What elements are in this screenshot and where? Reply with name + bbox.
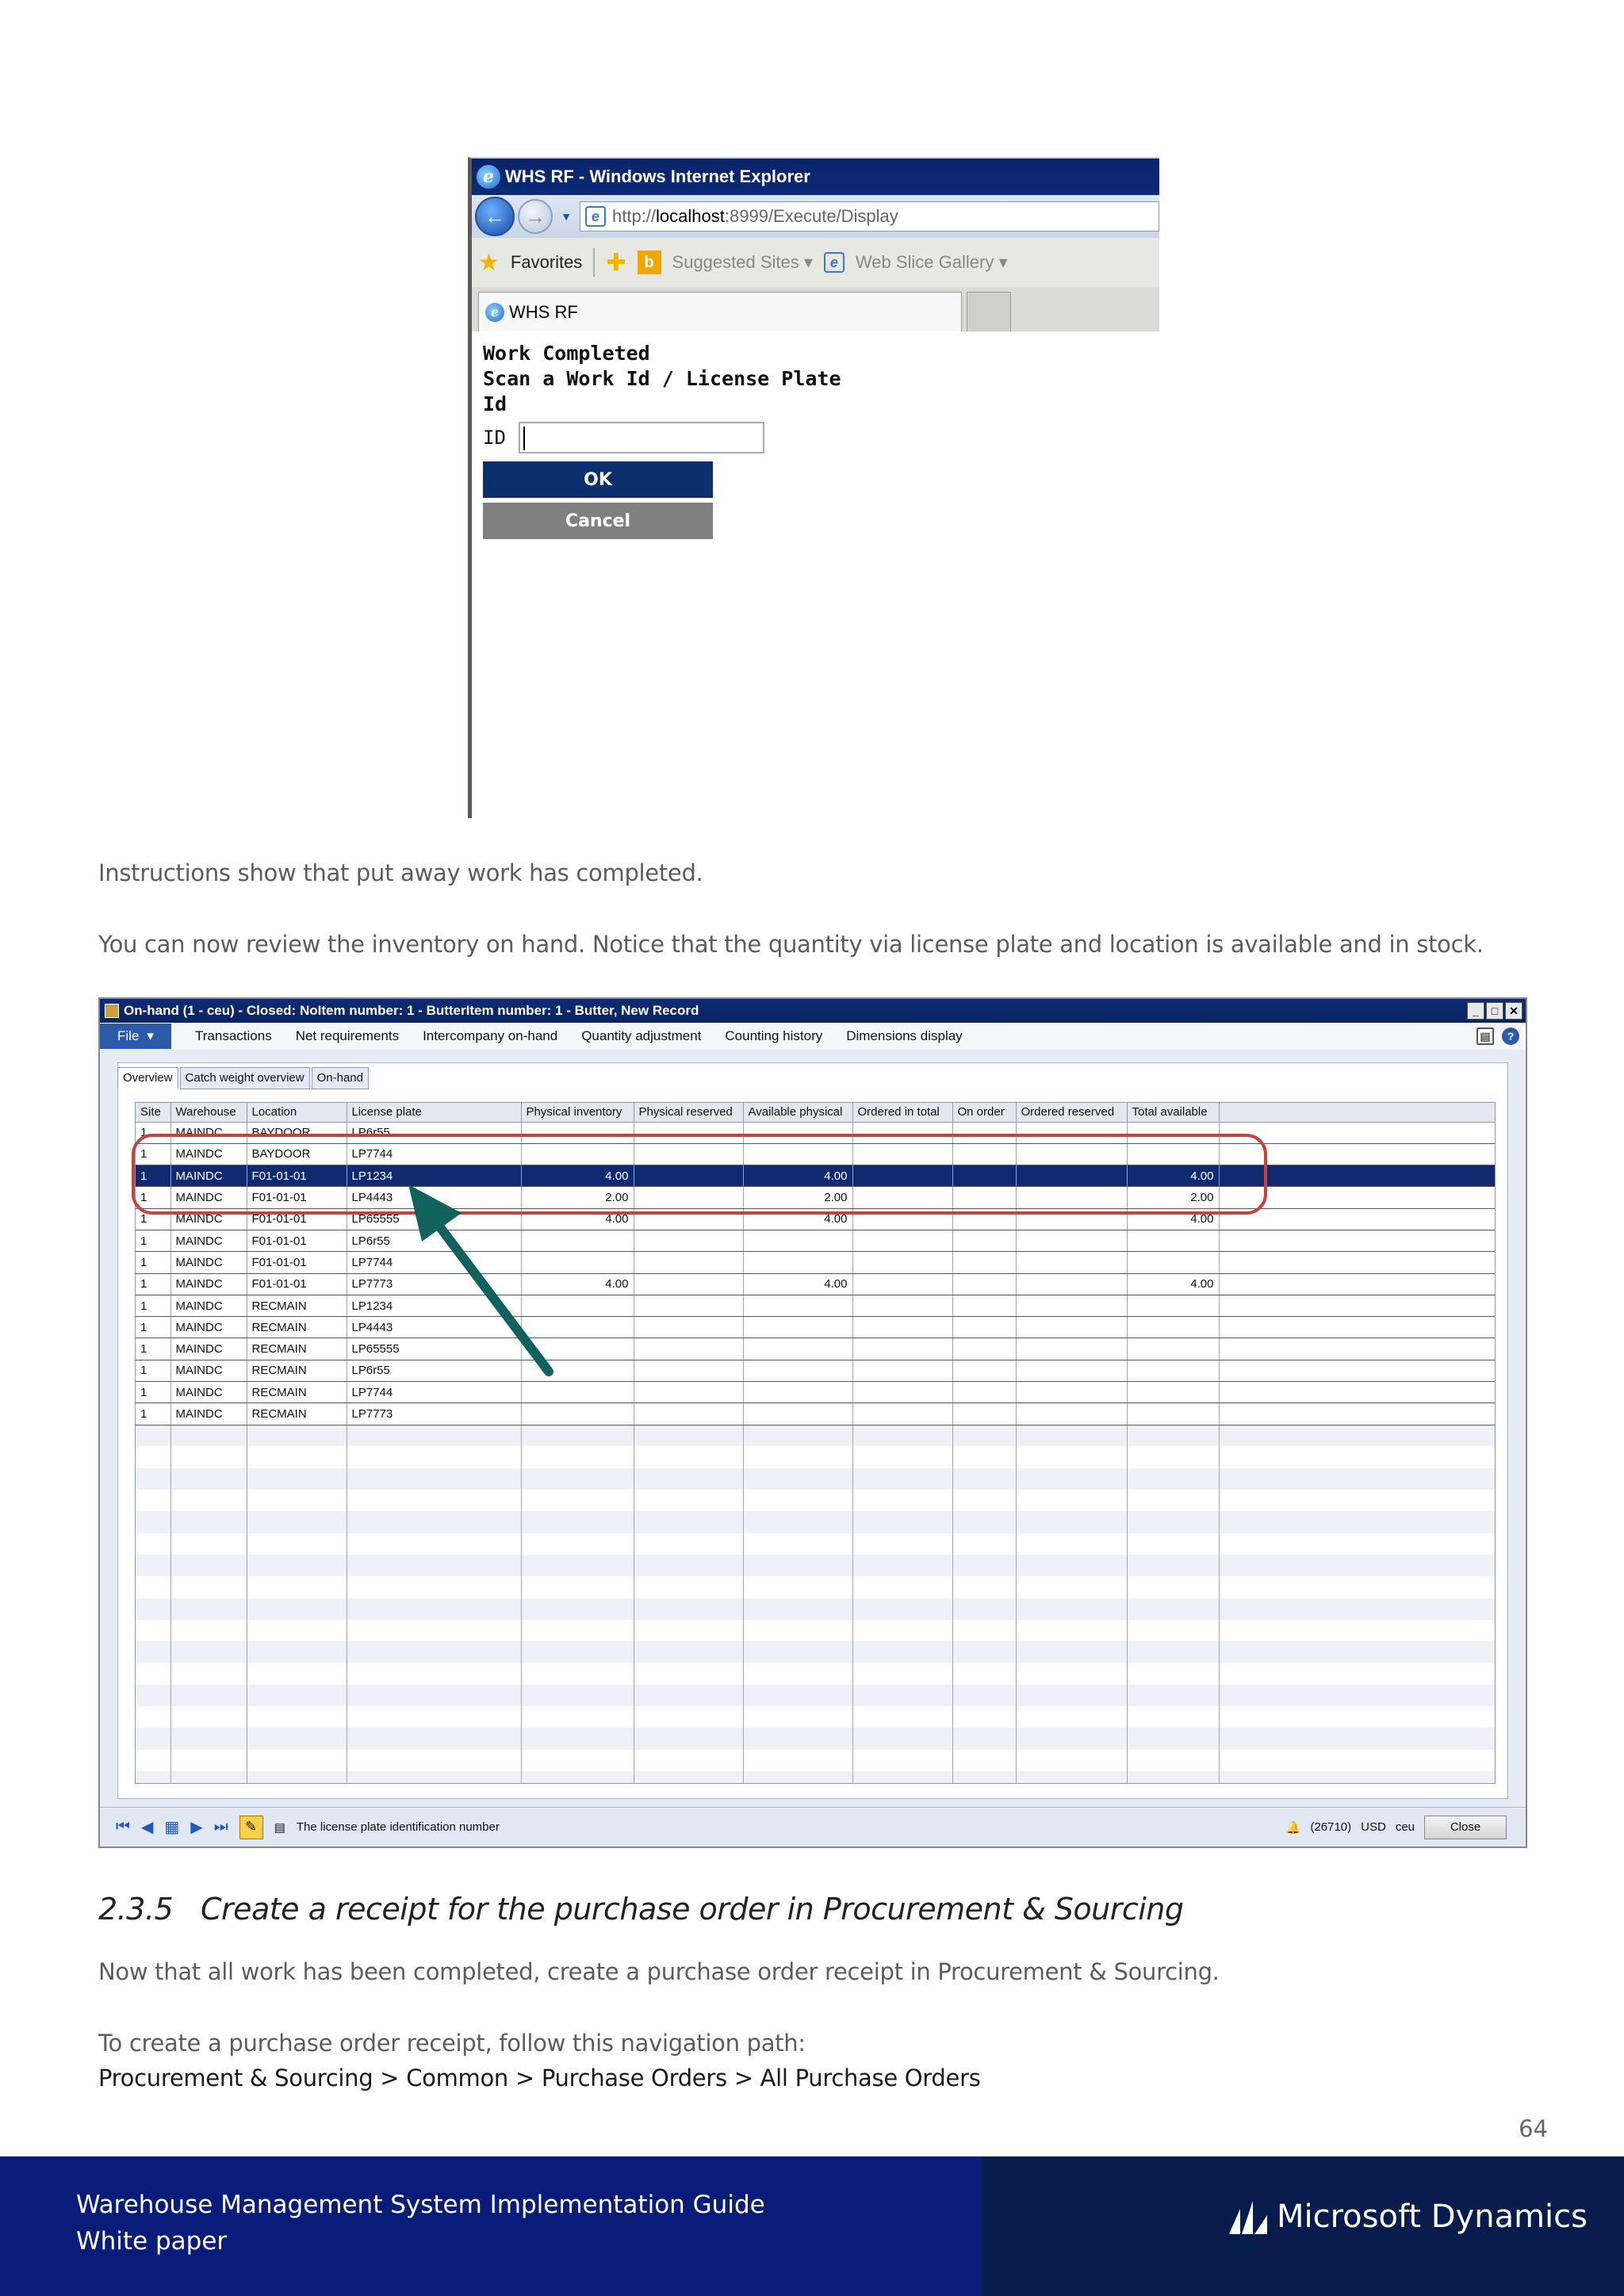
table-cell: 4.00 [1127,1208,1219,1230]
table-cell: RECMAIN [247,1403,347,1425]
table-cell: LP6r55 [347,1360,521,1381]
table-cell: RECMAIN [247,1382,347,1403]
menu-dimensions-display[interactable]: Dimensions display [846,1028,963,1043]
column-header[interactable]: Ordered reserved [1016,1103,1127,1122]
paragraph-1: Instructions show that put away work has completed. [98,859,703,886]
paragraph-2: You can now review the inventory on hand. Notice that the quantity via license plate and location is available and in stock. [98,931,1484,958]
forward-arrow-icon[interactable]: → [518,199,553,234]
footer-text [76,2187,765,2260]
column-header[interactable]: Available physical [743,1103,852,1122]
layout-icon[interactable]: ▤ [1477,1027,1494,1045]
table-cell: RECMAIN [247,1317,347,1338]
table-cell: MAINDC [170,1143,247,1165]
page-number: 64 [1519,2115,1548,2142]
section-title: Create a receipt for the purchase order in Procurement & Sourcing [200,1892,1184,1927]
menu-quantity-adjustment[interactable]: Quantity adjustment [581,1028,702,1043]
paragraph-4: To create a purchase order receipt, follow this navigation path: [98,2030,806,2057]
table-cell: LP6r55 [347,1122,521,1143]
column-header[interactable]: Total available [1127,1103,1219,1122]
tab-ie-icon: e [485,303,504,322]
table-cell: 1 [136,1143,170,1165]
table-cell: MAINDC [170,1187,247,1208]
table-cell: F01-01-01 [247,1187,347,1208]
table-cell: RECMAIN [247,1360,347,1381]
favorites-button[interactable]: Favorites [510,252,583,272]
table-cell: LP7744 [347,1252,521,1273]
currency: USD [1361,1820,1386,1834]
table-cell: 4.00 [1127,1165,1219,1187]
status-text: The license plate identification number [296,1820,500,1834]
arrow-head [408,1184,462,1242]
brand-name: Microsoft Dynamics [1277,2198,1588,2235]
document-icon[interactable]: ▤ [274,1820,285,1835]
tab-on-hand[interactable]: On-hand [312,1067,369,1089]
section-heading [98,1892,1184,1927]
table-cell: 4.00 [743,1165,852,1187]
page-icon: e [585,206,606,227]
table-cell: BAYDOOR [247,1143,347,1165]
table-cell: 4.00 [521,1273,634,1295]
address-rest: :8999/Execute/Display [724,206,898,226]
table-cell: MAINDC [170,1338,247,1360]
column-header[interactable]: License plate [347,1103,521,1122]
table-cell: 1 [136,1382,170,1403]
table-cell: 4.00 [521,1165,634,1187]
close-icon[interactable]: ✕ [1505,1002,1522,1020]
chevron-down-icon[interactable]: ▼ [561,210,572,223]
table-cell: MAINDC [170,1273,247,1295]
edit-pencil-icon[interactable]: ✎ [239,1816,263,1839]
table-cell: 1 [136,1252,170,1273]
table-cell: F01-01-01 [247,1252,347,1273]
table-cell: LP7744 [347,1382,521,1403]
onhand-title: On-hand (1 - ceu) - Closed: NoItem number: 1 - ButterItem number: 1 - Butter, New Record [124,1003,699,1018]
table-cell: 1 [136,1230,170,1251]
table-cell: 1 [136,1208,170,1230]
next-record-icon[interactable]: ▶ [190,1819,203,1836]
grid-icon[interactable]: ▦ [164,1819,180,1836]
column-header[interactable]: Physical inventory [521,1103,634,1122]
menu-transactions[interactable]: Transactions [195,1028,272,1043]
table-cell: 4.00 [743,1273,852,1295]
table-cell: 2.00 [743,1187,852,1208]
table-cell: MAINDC [170,1360,247,1381]
table-cell: RECMAIN [247,1295,347,1316]
file-label: File [117,1028,140,1043]
table-cell: F01-01-01 [247,1230,347,1251]
table-cell: 1 [136,1187,170,1208]
table-cell: MAINDC [170,1317,247,1338]
column-header[interactable]: On order [952,1103,1016,1122]
tab-catch-weight-overview[interactable]: Catch weight overview [180,1067,310,1089]
table-cell: RECMAIN [247,1338,347,1360]
column-header[interactable]: Location [247,1103,347,1122]
ie-title-text: WHS RF - Windows Internet Explorer [505,166,810,186]
table-cell: LP7773 [347,1273,521,1295]
ok-button[interactable]: OK [483,461,713,498]
maximize-icon[interactable]: □ [1486,1002,1503,1020]
column-header[interactable]: Warehouse [170,1103,247,1122]
table-cell: MAINDC [170,1295,247,1316]
chevron-down-icon: ▾ [147,1028,154,1043]
suggested-sites-link[interactable]: Suggested Sites ▾ [672,252,813,272]
table-cell: F01-01-01 [247,1273,347,1295]
table-cell: 4.00 [743,1208,852,1230]
tab-overview[interactable]: Overview [117,1067,178,1089]
table-cell: MAINDC [170,1230,247,1251]
table-cell: 1 [136,1273,170,1295]
navigation-path: Procurement & Sourcing > Common > Purchase Orders > All Purchase Orders [98,2064,981,2091]
footer-subtitle: White paper [76,2227,228,2256]
bell-icon[interactable]: 🔔 [1285,1820,1301,1835]
menu-net-requirements[interactable]: Net requirements [295,1028,400,1043]
minimize-icon[interactable]: _ [1467,1002,1484,1020]
web-slice-icon: e [824,252,845,273]
table-cell: LP6r55 [347,1230,521,1251]
microsoft-dynamics-logo [1228,2198,1588,2236]
help-icon[interactable]: ? [1502,1027,1519,1045]
table-cell: MAINDC [170,1208,247,1230]
column-header[interactable]: Ordered in total [852,1103,952,1122]
table-cell: 1 [136,1317,170,1338]
previous-record-icon[interactable]: ◀ [141,1819,154,1836]
dynamics-logo-icon [1228,2198,1269,2236]
footer-title: Warehouse Management System Implementation Guide [76,2191,765,2219]
column-header[interactable]: Physical reserved [634,1103,743,1122]
table-cell: 1 [136,1403,170,1425]
table-cell: LP7744 [347,1143,521,1165]
footer [0,2156,1624,2296]
table-cell: 1 [136,1165,170,1187]
back-arrow-icon[interactable]: ← [475,197,515,236]
close-button[interactable]: Close [1424,1816,1507,1839]
cancel-button[interactable]: Cancel [483,503,713,539]
table-cell: 2.00 [1127,1187,1219,1208]
table-cell: F01-01-01 [247,1165,347,1187]
table-cell: LP7773 [347,1403,521,1425]
table-cell: F01-01-01 [247,1208,347,1230]
notification-count: (26710) [1310,1820,1352,1834]
star-icon: ★ [478,249,500,276]
table-cell: LP4443 [347,1317,521,1338]
company: ceu [1395,1820,1415,1834]
table-cell: MAINDC [170,1382,247,1403]
table-cell: BAYDOOR [247,1122,347,1143]
web-slice-gallery-link[interactable]: Web Slice Gallery ▾ [855,252,1008,272]
table-cell: 1 [136,1295,170,1316]
table-cell: LP65555 [347,1208,521,1230]
menu-counting-history[interactable]: Counting history [725,1028,823,1043]
table-cell: MAINDC [170,1403,247,1425]
table-cell: 4.00 [521,1208,634,1230]
address-prefix: http:// [612,206,657,226]
table-cell: MAINDC [170,1122,247,1143]
address-host: localhost [656,206,725,226]
tab-label: WHS RF [509,301,578,322]
table-cell: 1 [136,1338,170,1360]
rf-line1: Work Completed [483,342,650,365]
table-cell: LP1234 [347,1165,521,1187]
bing-icon: b [638,251,661,274]
rf-line2: Scan a Work Id / License Plate Id [483,367,841,415]
table-cell: 1 [136,1122,170,1143]
menu-intercompany-onhand[interactable]: Intercompany on-hand [423,1028,558,1043]
table-cell: 4.00 [1127,1273,1219,1295]
table-cell: LP65555 [347,1338,521,1360]
add-favorite-icon[interactable]: ✚ [606,249,626,276]
last-record-icon[interactable]: ⏭ [213,1818,228,1835]
table-cell: MAINDC [170,1252,247,1273]
column-header[interactable]: Site [136,1103,170,1122]
ie-logo-icon: e [477,165,500,189]
table-cell: LP1234 [347,1295,521,1316]
first-record-icon[interactable]: ⏮ [116,1818,130,1835]
section-number: 2.3.5 [98,1892,174,1927]
table-cell: 2.00 [521,1187,634,1208]
table-cell: MAINDC [170,1165,247,1187]
arrow-shaft [428,1211,549,1372]
table-cell: LP4443 [347,1187,521,1208]
paragraph-3: Now that all work has been completed, create a purchase order receipt in Procurement & Sourcing. [98,1958,1220,1985]
table-cell: 1 [136,1360,170,1381]
id-label: ID [483,427,506,449]
